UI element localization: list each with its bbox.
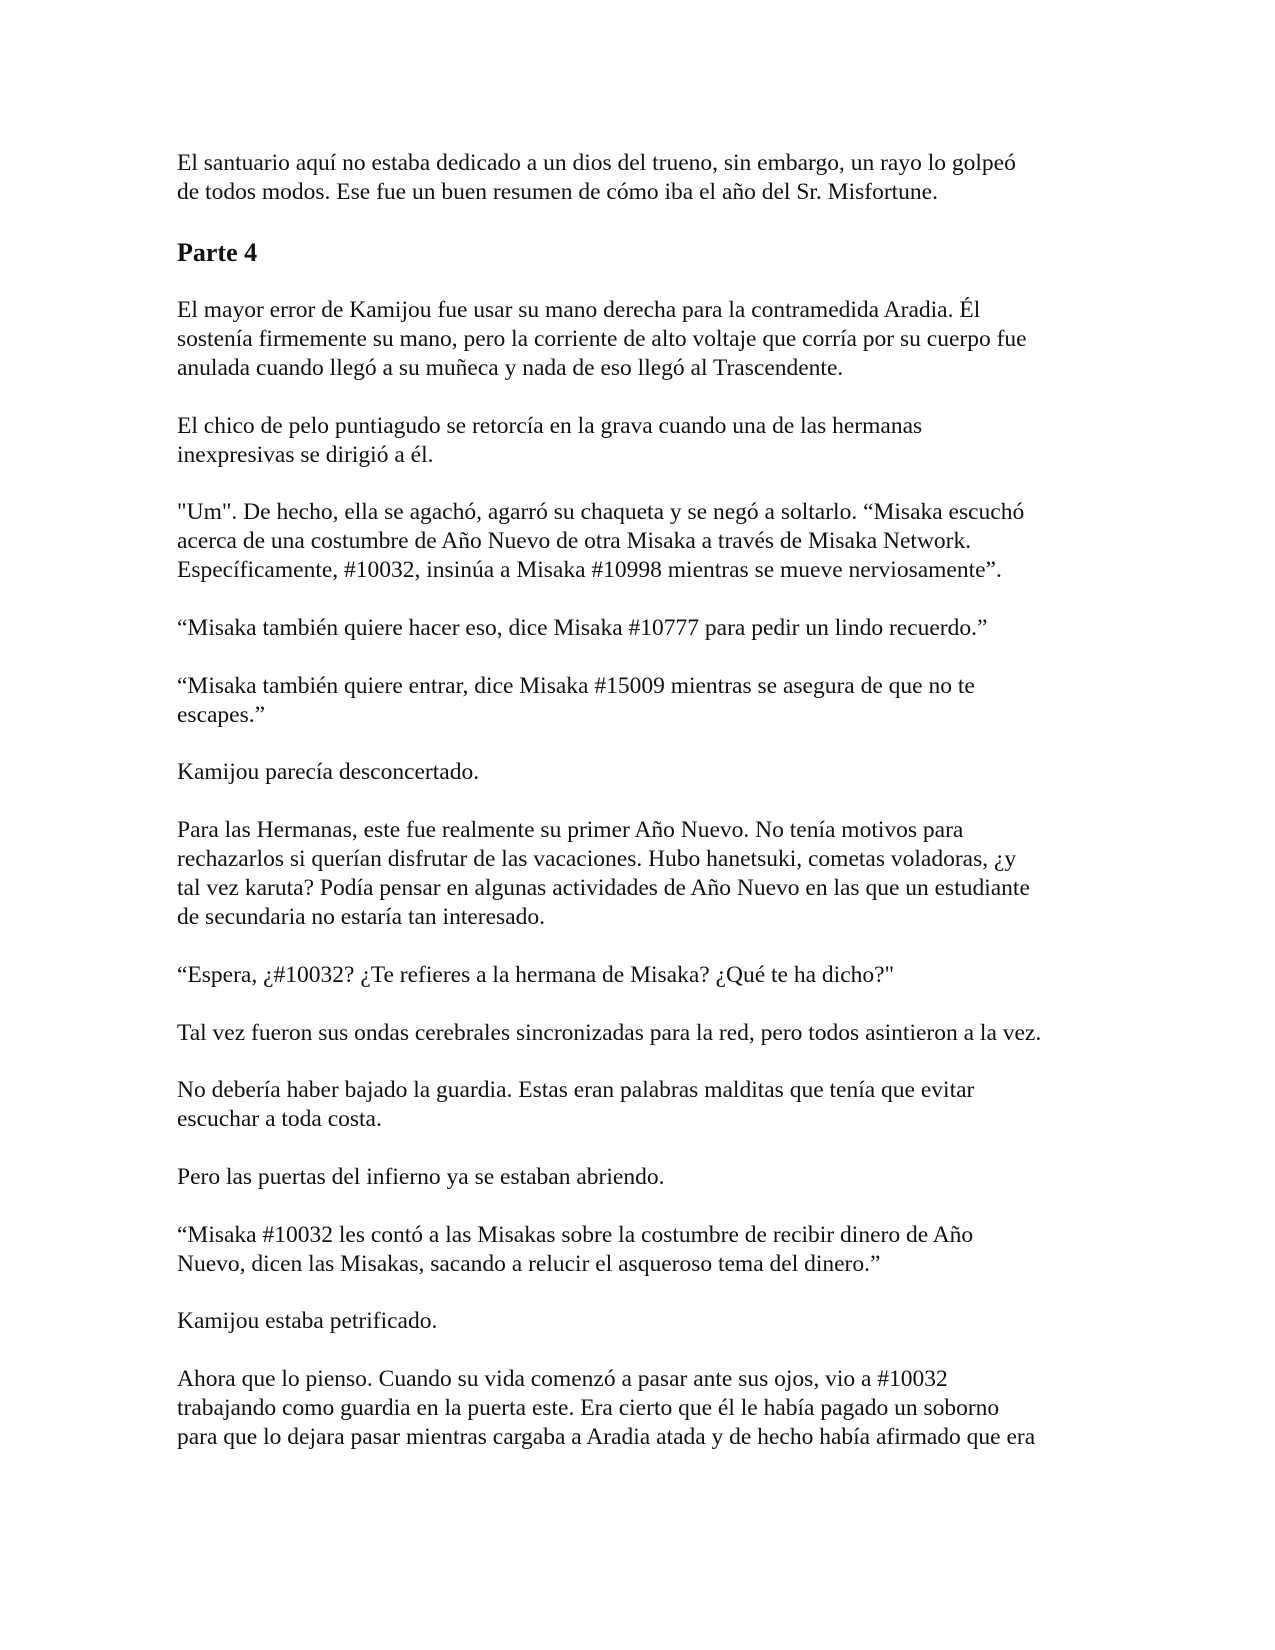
text-line: rechazarlos si querían disfrutar de las vacaciones. Hubo hanetsuki, cometas voladoras, ¿y (177, 846, 1017, 872)
text-line: para que lo dejara pasar mientras cargaba a Aradia atada y de hecho había afirmado que era (177, 1424, 1036, 1450)
text-line: Nuevo, dicen las Misakas, sacando a relucir el asqueroso tema del dinero.” (177, 1251, 881, 1277)
text-line: “Misaka #10032 les contó a las Misakas sobre la costumbre de recibir dinero de Año (177, 1222, 974, 1248)
paragraph (177, 149, 1016, 207)
text-line: No debería haber bajado la guardia. Estas eran palabras malditas que tenía que evitar (177, 1077, 975, 1103)
text-line: escapes.” (177, 702, 266, 728)
text-line: “Misaka también quiere entrar, dice Misaka #15009 mientras se asegura de que no te (177, 673, 975, 699)
paragraph (177, 961, 894, 990)
paragraph (177, 1076, 974, 1134)
text-line: Ahora que lo pienso. Cuando su vida comenzó a pasar ante sus ojos, vio a #10032 (177, 1366, 948, 1392)
text-line: “Misaka también quiere hacer eso, dice Misaka #10777 para pedir un lindo recuerdo.” (177, 615, 988, 641)
text-line: acerca de una costumbre de Año Nuevo de otra Misaka a través de Misaka Network. (177, 528, 972, 554)
text-line: El mayor error de Kamijou fue usar su mano derecha para la contramedida Aradia. Él (177, 297, 981, 323)
paragraph (177, 498, 1024, 585)
text-line: Tal vez fueron sus ondas cerebrales sincronizadas para la red, pero todos asintieron a la vez. (177, 1020, 1042, 1046)
text-line: El chico de pelo puntiagudo se retorcía en la grava cuando una de las hermanas (177, 413, 923, 439)
text-line: de todos modos. Ese fue un buen resumen de cómo iba el año del Sr. Misfortune. (177, 179, 938, 205)
text-line: Específicamente, #10032, insinúa a Misaka #10998 mientras se mueve nerviosamente”. (177, 557, 1002, 583)
paragraph (177, 816, 1030, 932)
paragraph (177, 672, 975, 730)
text-line: inexpresivas se dirigió a él. (177, 442, 434, 468)
text-line: de secundaria no estaría tan interesado. (177, 904, 546, 930)
paragraph (177, 412, 922, 470)
paragraph (177, 1163, 664, 1192)
text-line: "Um". De hecho, ella se agachó, agarró su chaqueta y se negó a soltarlo. “Misaka escuchó (177, 499, 1025, 525)
text-line: Kamijou parecía desconcertado. (177, 759, 480, 785)
paragraph (177, 1307, 437, 1336)
paragraph (177, 296, 1027, 383)
text-line: Para las Hermanas, este fue realmente su primer Año Nuevo. No tenía motivos para (177, 817, 964, 843)
text-line: Kamijou estaba petrificado. (177, 1308, 438, 1334)
paragraph (177, 614, 987, 643)
text-line: trabajando como guardia en la puerta este. Era cierto que él le había pagado un soborno (177, 1395, 1000, 1421)
paragraph (177, 758, 479, 787)
paragraph (177, 1365, 1035, 1452)
text-line: sostenía firmemente su mano, pero la corriente de alto voltaje que corría por su cuerpo fue (177, 326, 1027, 352)
text-line: Pero las puertas del infierno ya se estaban abriendo. (177, 1164, 665, 1190)
text-line: tal vez karuta? Podía pensar en algunas actividades de Año Nuevo en las que un estudiante (177, 875, 1030, 901)
text-line: escuchar a toda costa. (177, 1106, 382, 1132)
text-line: “Espera, ¿#10032? ¿Te refieres a la hermana de Misaka? ¿Qué te ha dicho?" (177, 962, 895, 988)
text-line: anulada cuando llegó a su muñeca y nada de eso llegó al Trascendente. (177, 355, 844, 381)
text-line: El santuario aquí no estaba dedicado a un dios del trueno, sin embargo, un rayo lo golpeó (177, 150, 1016, 176)
paragraph (177, 1221, 973, 1279)
section-heading: Parte 4 (177, 238, 258, 267)
paragraph (177, 1019, 1041, 1048)
